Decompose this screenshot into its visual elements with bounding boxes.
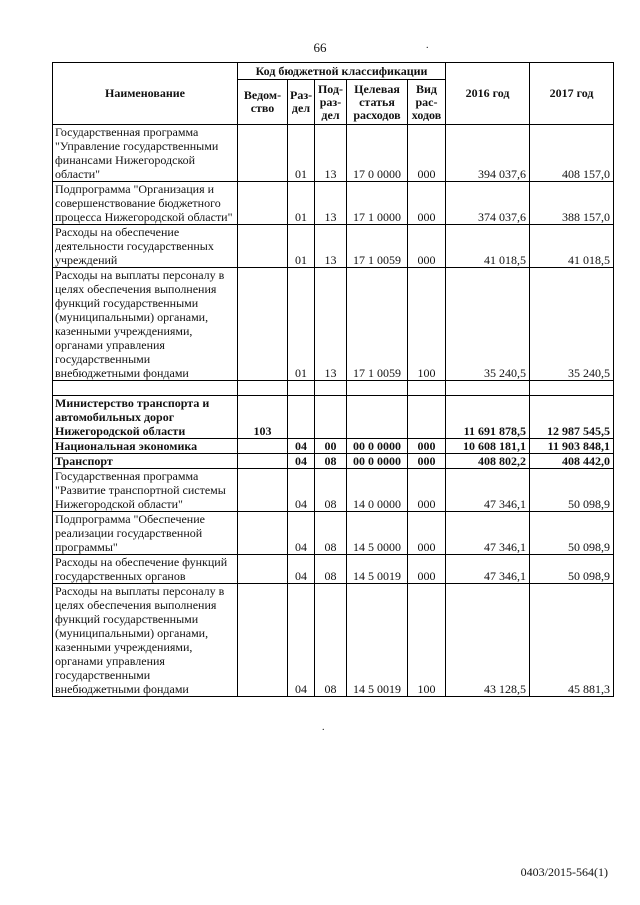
cell-y2016: 47 346,1 (446, 469, 530, 512)
cell-podrazdel: 08 (315, 454, 347, 469)
cell-y2017: 11 903 848,1 (530, 439, 614, 454)
spacer-row (53, 381, 614, 396)
cell-name: Государственная программа "Развитие транспортной системы Нижегородской области" (53, 469, 238, 512)
cell-y2017: 50 098,9 (530, 512, 614, 555)
cell-razdel: 04 (288, 584, 315, 697)
table-row (53, 512, 614, 555)
table-row (53, 584, 614, 697)
cell-vid: 000 (408, 225, 446, 268)
cell-celevaya: 14 5 0019 (347, 555, 408, 584)
cell-ved: 103 (238, 396, 288, 439)
cell-y2016: 47 346,1 (446, 555, 530, 584)
cell-razdel: 04 (288, 439, 315, 454)
cell-name: Национальная экономика (53, 439, 238, 454)
cell-razdel: 01 (288, 182, 315, 225)
cell-razdel: 04 (288, 555, 315, 584)
cell-ved (238, 469, 288, 512)
header-celevaya: Целевая статья расходов (347, 80, 408, 125)
cell-celevaya (347, 396, 408, 439)
cell-y2016: 35 240,5 (446, 268, 530, 381)
cell-y2017: 50 098,9 (530, 469, 614, 512)
header-name: Наименование (53, 63, 238, 125)
cell-podrazdel: 00 (315, 439, 347, 454)
cell-name: Государственная программа "Управление государственными финансами Нижегородской области" (53, 125, 238, 182)
cell-y2016: 47 346,1 (446, 512, 530, 555)
cell-ved (238, 555, 288, 584)
table-row (53, 268, 614, 381)
cell-vid: 100 (408, 584, 446, 697)
cell-podrazdel: 13 (315, 182, 347, 225)
cell-razdel (288, 396, 315, 439)
empty-cell (288, 381, 315, 396)
cell-ved (238, 454, 288, 469)
cell-name: Транспорт (53, 454, 238, 469)
cell-ved (238, 439, 288, 454)
cell-ved (238, 512, 288, 555)
cell-y2017: 408 442,0 (530, 454, 614, 469)
cell-name: Подпрограмма "Организация и совершенствование бюджетного процесса Нижегородской области" (53, 182, 238, 225)
cell-vid (408, 396, 446, 439)
cell-ved (238, 225, 288, 268)
header-ved: Ведом-ство (238, 80, 288, 125)
table-row (53, 439, 614, 454)
cell-vid: 000 (408, 469, 446, 512)
empty-cell (408, 381, 446, 396)
table-row (53, 469, 614, 512)
table-row (53, 555, 614, 584)
cell-podrazdel: 08 (315, 512, 347, 555)
budget-table (52, 62, 614, 697)
cell-ved (238, 125, 288, 182)
empty-cell (446, 381, 530, 396)
cell-celevaya: 17 0 0000 (347, 125, 408, 182)
cell-y2017: 41 018,5 (530, 225, 614, 268)
cell-razdel: 04 (288, 512, 315, 555)
header-2017: 2017 год (530, 63, 614, 125)
cell-y2016: 374 037,6 (446, 182, 530, 225)
cell-y2017: 408 157,0 (530, 125, 614, 182)
table-row (53, 125, 614, 182)
cell-razdel: 01 (288, 268, 315, 381)
cell-podrazdel: 08 (315, 584, 347, 697)
cell-vid: 000 (408, 512, 446, 555)
cell-vid: 000 (408, 439, 446, 454)
cell-y2017: 388 157,0 (530, 182, 614, 225)
cell-podrazdel: 08 (315, 555, 347, 584)
cell-razdel: 04 (288, 469, 315, 512)
page-number: 66 (313, 40, 327, 55)
cell-ved (238, 268, 288, 381)
cell-ved (238, 584, 288, 697)
cell-vid: 100 (408, 268, 446, 381)
table-row (53, 396, 614, 439)
cell-y2016: 11 691 878,5 (446, 396, 530, 439)
cell-razdel: 01 (288, 225, 315, 268)
cell-name: Расходы на обеспечение функций государственных органов (53, 555, 238, 584)
cell-podrazdel: 13 (315, 268, 347, 381)
cell-y2016: 10 608 181,1 (446, 439, 530, 454)
cell-vid: 000 (408, 182, 446, 225)
table-row (53, 225, 614, 268)
budget-table-body (53, 125, 614, 697)
cell-name: Министерство транспорта и автомобильных дорог Нижегородской области (53, 396, 238, 439)
header-razdel: Раз-дел (288, 80, 315, 125)
stray-dot-mark: . (426, 40, 429, 51)
cell-celevaya: 00 0 0000 (347, 439, 408, 454)
cell-razdel: 01 (288, 125, 315, 182)
empty-cell (530, 381, 614, 396)
cell-ved (238, 182, 288, 225)
cell-name: Расходы на выплаты персоналу в целях обеспечения выполнения функций государственными (муниципальными) органами, казенными учреждениями, органами управления государственными внебюджетными фондами (53, 584, 238, 697)
empty-cell (315, 381, 347, 396)
header-podrazdel: Под-раз-дел (315, 80, 347, 125)
stray-dot-mark: . (322, 722, 325, 733)
cell-podrazdel (315, 396, 347, 439)
cell-y2017: 12 987 545,5 (530, 396, 614, 439)
cell-y2016: 41 018,5 (446, 225, 530, 268)
empty-cell (53, 381, 238, 396)
cell-vid: 000 (408, 454, 446, 469)
header-code-group: Код бюджетной классификации (238, 63, 446, 80)
cell-y2016: 394 037,6 (446, 125, 530, 182)
cell-celevaya: 17 1 0000 (347, 182, 408, 225)
cell-name: Подпрограмма "Обеспечение реализации государственной программы" (53, 512, 238, 555)
cell-podrazdel: 13 (315, 125, 347, 182)
cell-y2017: 35 240,5 (530, 268, 614, 381)
document-code: 0403/2015-564(1) (520, 865, 608, 879)
cell-celevaya: 17 1 0059 (347, 225, 408, 268)
table-row (53, 454, 614, 469)
header-vid: Вид рас-ходов (408, 80, 446, 125)
empty-cell (347, 381, 408, 396)
cell-razdel: 04 (288, 454, 315, 469)
cell-name: Расходы на обеспечение деятельности государственных учреждений (53, 225, 238, 268)
cell-celevaya: 14 0 0000 (347, 469, 408, 512)
empty-cell (238, 381, 288, 396)
cell-y2017: 45 881,3 (530, 584, 614, 697)
cell-y2016: 43 128,5 (446, 584, 530, 697)
table-row (53, 182, 614, 225)
cell-name: Расходы на выплаты персоналу в целях обеспечения выполнения функций государственными (муниципальными) органами, казенными учреждениями, органами управления государственными внебюджетными фондами (53, 268, 238, 381)
cell-vid: 000 (408, 125, 446, 182)
cell-podrazdel: 13 (315, 225, 347, 268)
cell-podrazdel: 08 (315, 469, 347, 512)
cell-celevaya: 00 0 0000 (347, 454, 408, 469)
cell-y2016: 408 802,2 (446, 454, 530, 469)
header-2016: 2016 год (446, 63, 530, 125)
cell-celevaya: 17 1 0059 (347, 268, 408, 381)
cell-vid: 000 (408, 555, 446, 584)
cell-y2017: 50 098,9 (530, 555, 614, 584)
cell-celevaya: 14 5 0019 (347, 584, 408, 697)
cell-celevaya: 14 5 0000 (347, 512, 408, 555)
